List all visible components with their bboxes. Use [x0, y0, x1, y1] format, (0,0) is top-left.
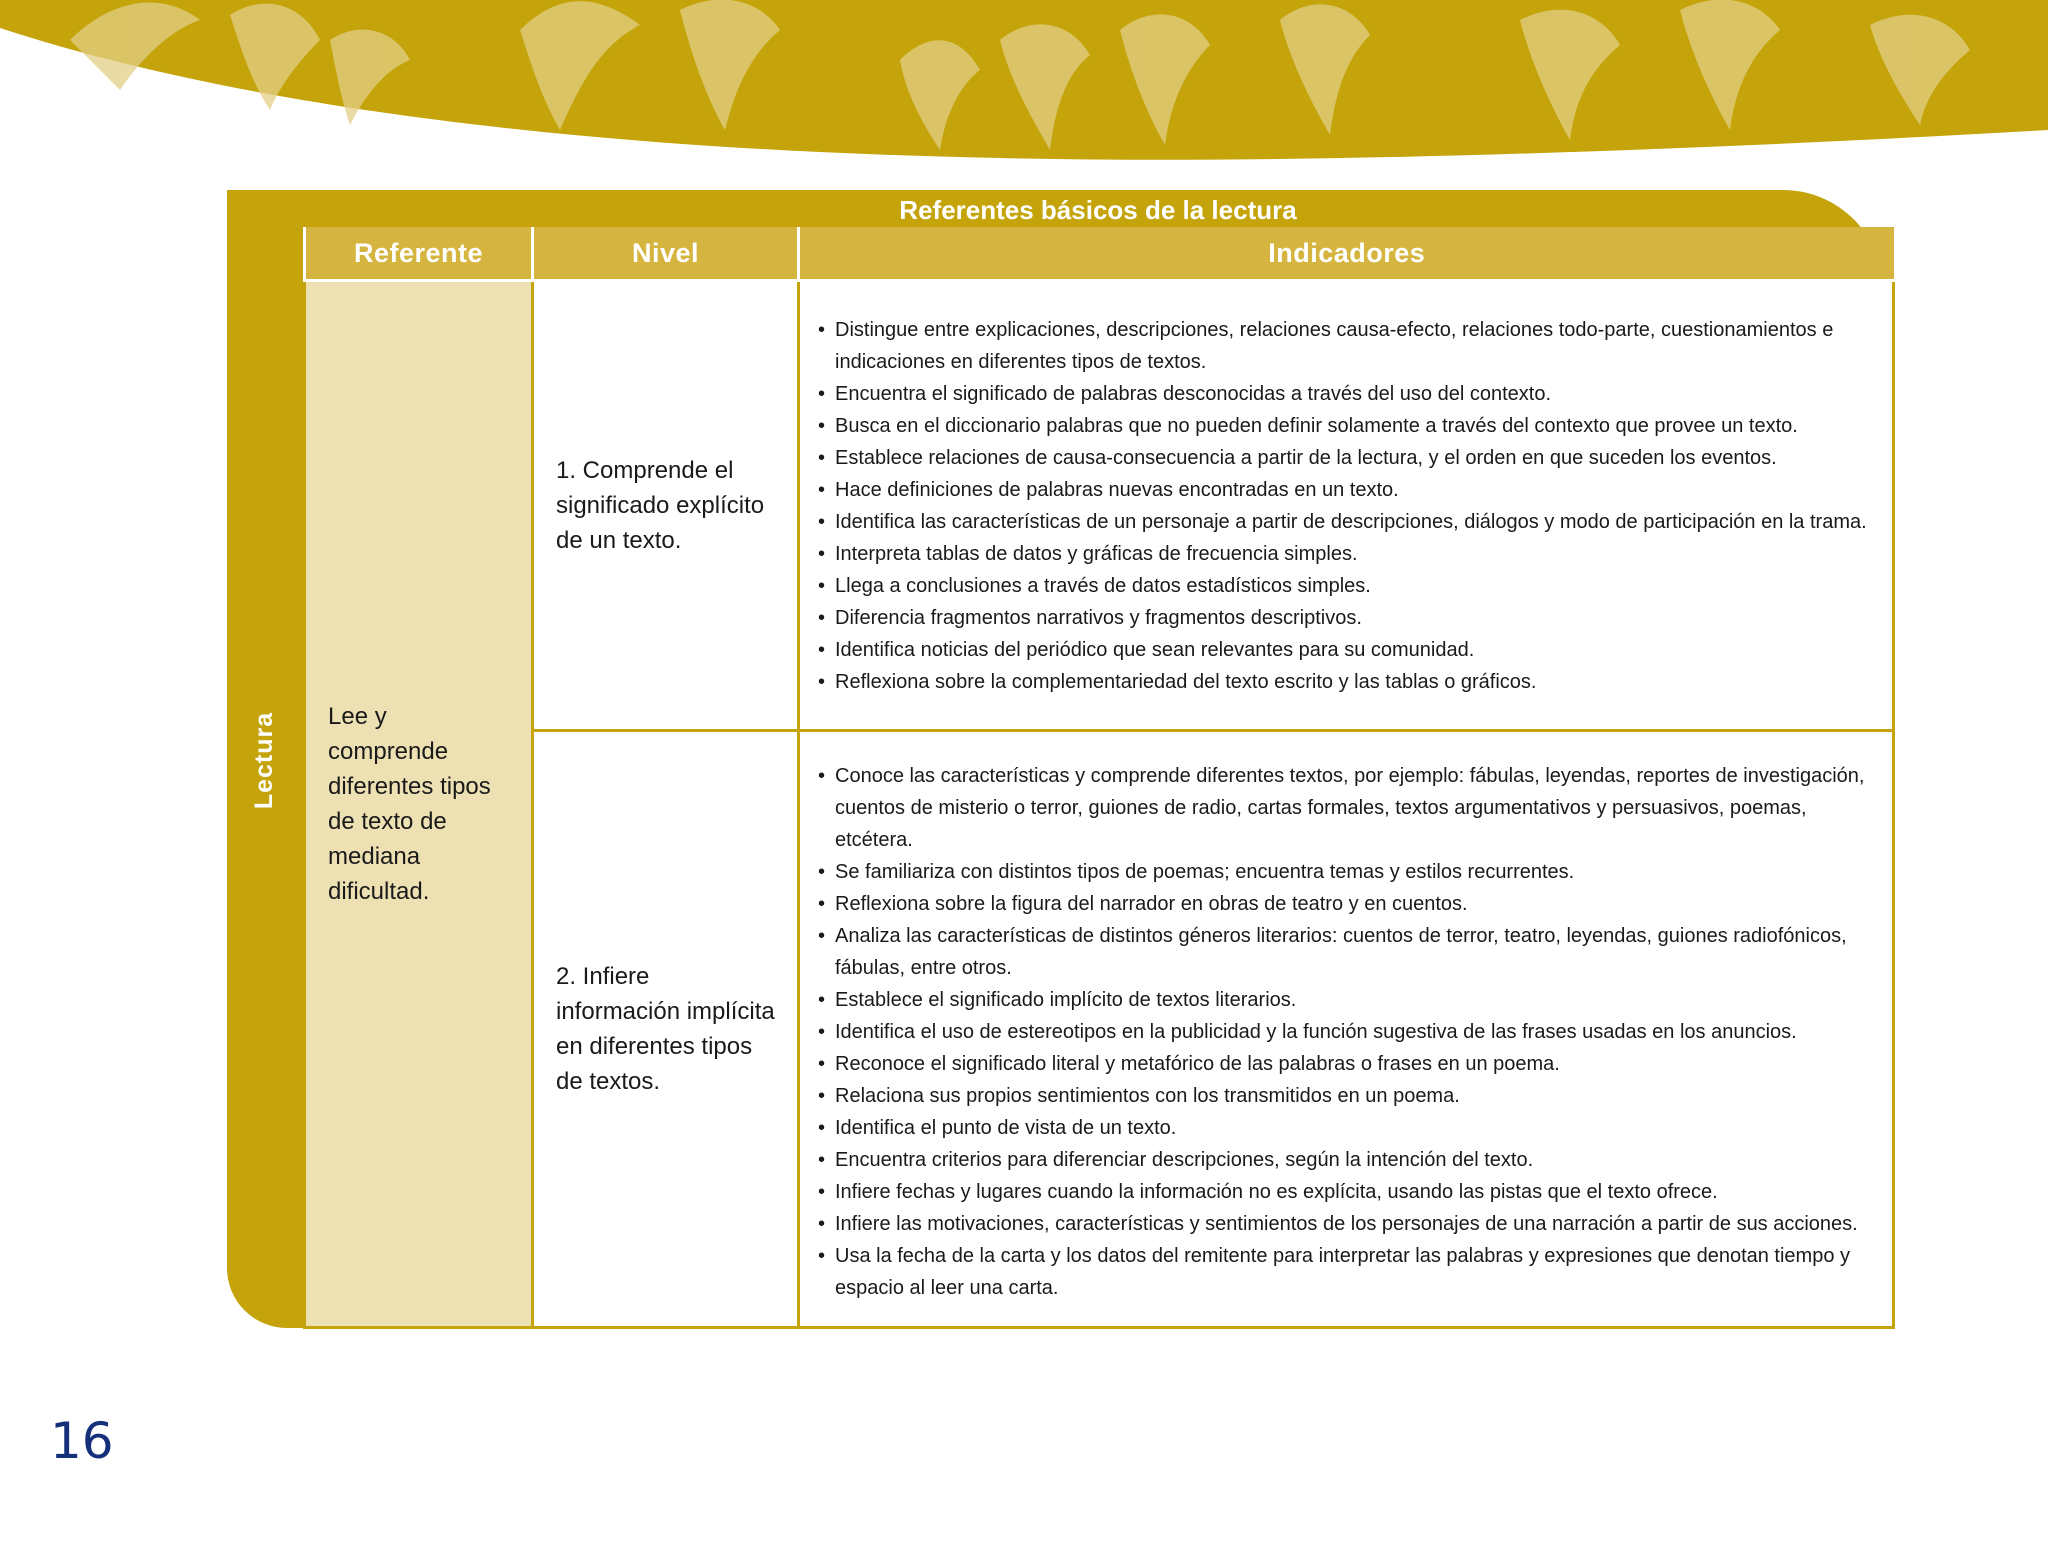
decorative-banner	[0, 0, 2048, 170]
header-indicadores: Indicadores	[799, 227, 1894, 281]
indicator-item: • Identifica el punto de vista de un texto.	[818, 1112, 1872, 1144]
indicator-item: • Interpreta tablas de datos y gráficas de frecuencia simples.	[818, 538, 1872, 570]
table-title: Referentes básicos de la lectura	[899, 195, 1297, 225]
indicator-item: • Identifica noticias del periódico que sean relevantes para su comunidad.	[818, 634, 1872, 666]
indicator-item: • Hace definiciones de palabras nuevas encontradas en un texto.	[818, 474, 1872, 506]
indicator-item: • Infiere las motivaciones, características y sentimientos de los personajes de una narración a partir de sus acciones.	[818, 1208, 1872, 1240]
referente-cell: Lee y comprende diferentes tipos de texto de mediana dificultad.	[305, 281, 533, 1328]
page-number: 16	[50, 1412, 114, 1470]
indicator-item: • Distingue entre explicaciones, descripciones, relaciones causa-efecto, relaciones todo-parte, cuestionamientos e indicaciones en diferentes tipos de textos.	[818, 314, 1872, 378]
indicator-item: • Analiza las características de distintos géneros literarios: cuentos de terror, teatro, leyendas, guiones radiofónicos, fábulas, entre otros.	[818, 920, 1872, 984]
indicator-item: • Busca en el diccionario palabras que no pueden definir solamente a través del contexto que provee un texto.	[818, 410, 1872, 442]
indicator-item: • Diferencia fragmentos narrativos y fragmentos descriptivos.	[818, 602, 1872, 634]
indicator-item: • Llega a conclusiones a través de datos estadísticos simples.	[818, 570, 1872, 602]
header-referente: Referente	[305, 227, 533, 281]
indicator-item: • Establece relaciones de causa-consecuencia a partir de la lectura, y el orden en que suceden los eventos.	[818, 442, 1872, 474]
section-label-text: Lectura	[250, 711, 279, 809]
nivel-cell: 1. Comprende el significado explícito de un texto.	[533, 281, 799, 731]
indicator-item: • Usa la fecha de la carta y los datos del remitente para interpretar las palabras y expresiones que denotan tiempo y espacio al leer una carta.	[818, 1240, 1872, 1304]
indicator-list	[818, 760, 1872, 1304]
indicator-item: • Establece el significado implícito de textos literarios.	[818, 984, 1872, 1016]
header-nivel: Nivel	[533, 227, 799, 281]
indicadores-cell	[799, 731, 1894, 1328]
indicator-item: • Identifica el uso de estereotipos en la publicidad y la función sugestiva de las frases usadas en los anuncios.	[818, 1016, 1872, 1048]
table-row	[305, 281, 1894, 731]
indicator-item: • Reflexiona sobre la complementariedad del texto escrito y las tablas o gráficos.	[818, 666, 1872, 698]
indicator-item: • Reflexiona sobre la figura del narrador en obras de teatro y en cuentos.	[818, 888, 1872, 920]
indicator-item: • Se familiariza con distintos tipos de poemas; encuentra temas y estilos recurrentes.	[818, 856, 1872, 888]
indicator-item: • Infiere fechas y lugares cuando la información no es explícita, usando las pistas que el texto ofrece.	[818, 1176, 1872, 1208]
table-row	[305, 731, 1894, 1328]
indicadores-cell	[799, 281, 1894, 731]
section-side-label	[227, 500, 303, 1020]
indicator-item: • Identifica las características de un personaje a partir de descripciones, diálogos y modo de participación en la trama.	[818, 506, 1872, 538]
nivel-cell: 2. Infiere información implícita en diferentes tipos de textos.	[533, 731, 799, 1328]
indicator-item: • Conoce las características y comprende diferentes textos, por ejemplo: fábulas, leyendas, reportes de investigación, cuentos de misterio o terror, guiones de radio, cartas formales, textos argumentativos y persuasivos, poemas, etcétera.	[818, 760, 1872, 856]
indicator-item: • Encuentra el significado de palabras desconocidas a través del uso del contexto.	[818, 378, 1872, 410]
indicator-item: • Relaciona sus propios sentimientos con los transmitidos en un poema.	[818, 1080, 1872, 1112]
indicator-list	[818, 314, 1872, 698]
header-row	[305, 227, 1894, 281]
indicator-item: • Encuentra criterios para diferenciar descripciones, según la intención del texto.	[818, 1144, 1872, 1176]
indicator-item: • Reconoce el significado literal y metafórico de las palabras o frases en un poema.	[818, 1048, 1872, 1080]
referentes-table	[303, 227, 1895, 1329]
